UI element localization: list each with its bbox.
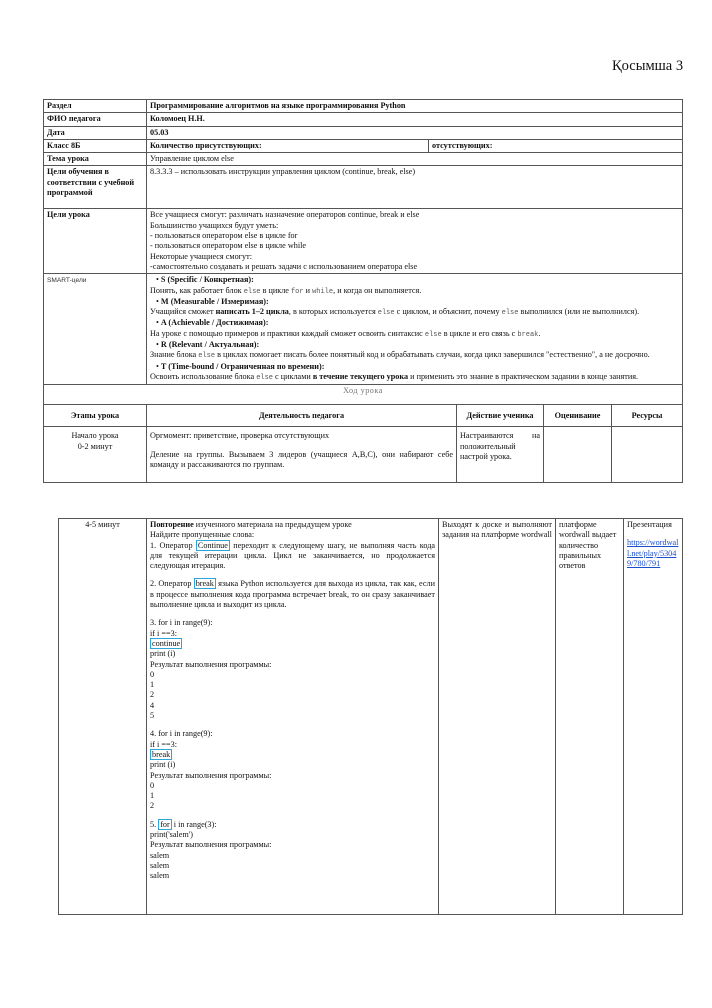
smart-s-title: • S (Specific / Конкретная): (156, 275, 254, 285)
output-line: 2 (150, 690, 155, 700)
col-stages: Этапы урока (70, 410, 120, 420)
goals-line: - пользоваться оператором else в цикле for (150, 231, 298, 241)
teacher-row (44, 113, 683, 126)
wordwall-link[interactable]: https://wordwall.net/play/53049/780/791 (627, 538, 679, 568)
lesson-plan-table (43, 99, 683, 483)
question-5-line: print('salem') (150, 830, 193, 840)
result-label: Результат выполнения программы: (150, 840, 272, 850)
stage-row-repetition (59, 519, 683, 915)
progress-label: Ход урока (343, 386, 383, 396)
col-resources: Ресурсы (631, 410, 663, 420)
output-line: 2 (150, 801, 155, 811)
question-4-line: 4. for i in range(9): (150, 729, 213, 739)
present-label: Количество присутствующих: (150, 140, 262, 150)
columns-header-row (44, 405, 683, 427)
output-line: 0 (150, 669, 155, 679)
appendix-label: Қосымша 3 (612, 58, 684, 74)
topic-value: Управление циклом else (150, 154, 234, 164)
question-3-answer: continue (152, 638, 181, 648)
smart-t-text: Освоить использование блока else с циклами в течение текущего урока и применить это знание в практическом задании в конце занятия. (150, 371, 639, 382)
teacher-value: Коломоец Н.Н. (150, 114, 205, 124)
goals-line: - пользоваться оператором else в цикле while (150, 241, 307, 251)
fill-words-instruction: Найдите пропущенные слова: (150, 530, 255, 540)
output-line: salem (150, 850, 170, 860)
objectives-row (44, 166, 683, 209)
absent-label: отсутствующих: (432, 140, 493, 150)
output-line: 1 (150, 791, 155, 801)
class-row (44, 139, 683, 152)
student-start-action: Настраиваются на положительный настрой урока. (460, 431, 540, 461)
objectives-label: Цели обучения в соответствии с учебной программой (47, 167, 135, 198)
teacher-label: ФИО педагога (47, 114, 101, 124)
output-line: 4 (150, 700, 155, 710)
answer-break: break (195, 579, 214, 589)
topic-label: Тема урока (47, 154, 89, 164)
output-line: 1 (150, 680, 155, 690)
question-2: 2. Оператор break языка Python используется для выхода из цикла, так как, если в процессе выполнения кода программа встречает break, то он сразу заканчивает выполнение цикла и выходит из цикла. (150, 579, 435, 610)
smart-s-text: Понять, как работает блок else в цикле for и while, и когда он выполняется. (150, 285, 422, 296)
result-label: Результат выполнения программы: (150, 659, 272, 669)
resources-label: Презентация (627, 520, 672, 529)
smart-r-text: Знание блока else в циклах помогает писать более понятный код и обрабатывать случаи, когда цикл завершился "естественно", а не досрочно. (150, 350, 650, 361)
question-1: 1. Оператор Continue переходит к следующему шагу, не выполняя часть кода для текущей итерации цикла. Цикл не заканчивается, но продолжается следующая итерация. (150, 540, 435, 571)
objectives-value: 8.3.3.3 – использовать инструкции управления циклом (continue, break, else) (150, 167, 416, 177)
stage-start-label: Начало урока (71, 431, 119, 441)
section-label: Раздел (47, 101, 72, 110)
stage-row-start (44, 427, 683, 483)
stage-start-time: 0-2 минут (77, 441, 113, 451)
date-row (44, 126, 683, 139)
question-4-answer: break (152, 749, 171, 759)
question-3-line: if i ==3: (150, 628, 177, 638)
goals-line: Большинство учащихся будут уметь: (150, 220, 279, 230)
topic-row (44, 153, 683, 166)
class-label: Класс 8Б (47, 140, 81, 150)
student-repetition-action: Выходят к доске и выполняют задания на платформе wordwall (442, 520, 552, 540)
activity-orgmoment: Оргмомент: приветствие, проверка отсутствующих (150, 431, 330, 441)
stage-repetition-time: 4-5 минут (85, 520, 120, 529)
result-label: Результат выполнения программы: (150, 770, 272, 780)
col-teacher-activity: Деятельность педагога (258, 410, 345, 420)
progress-row (44, 385, 683, 405)
col-student-action: Действие ученика (466, 410, 534, 420)
assessment-repetition: платформе wordwall выдает количество правильных ответов (559, 520, 617, 571)
repetition-activity (147, 519, 439, 915)
output-line: 5 (150, 711, 155, 721)
answer-for: for (160, 819, 170, 829)
section-value: Программирование алгоритмов на языке программирования Python (150, 101, 406, 110)
col-assessment: Оценивание (554, 410, 601, 420)
question-3-line: 3. for i in range(9): (150, 618, 213, 628)
smart-m-title: • M (Measurable / Измеримая): (156, 296, 269, 306)
question-3-line: print (i) (150, 649, 176, 659)
smart-goals (147, 274, 683, 385)
date-label: Дата (47, 127, 65, 137)
activity-groups: Деление на группы. Вызываем 3 лидеров (учащиеся А,В,С), они набирают себе команду и рассаживаются по группам. (150, 449, 453, 469)
smart-t-title: • T (Time-bound / Ограниченная по времени): (156, 361, 325, 371)
section-row (44, 100, 683, 113)
date-value: 05.03 (150, 127, 169, 137)
goals-line: Все учащиеся смогут: различать назначение операторов continue, break и else (150, 210, 420, 220)
smart-a-title: • A (Achievable / Достижимая): (156, 318, 269, 328)
answer-continue: Continue (197, 540, 228, 550)
smart-a-text: На уроке с помощью примеров и практики каждый сможет освоить синтаксис else в цикле и его связь с break. (150, 328, 541, 339)
smart-r-title: • R (Relevant / Актуальная): (156, 340, 260, 350)
output-line: salem (150, 860, 170, 870)
goals-line: -самостоятельно создавать и решать задачи с использованием оператора else (150, 261, 418, 271)
repetition-intro: Повторение изученного материала на предыдущем уроке (150, 520, 352, 529)
goals-label: Цели урока (47, 210, 90, 220)
smart-row (44, 274, 683, 385)
lesson-plan-table-continued (58, 518, 683, 915)
output-line: salem (150, 871, 170, 881)
goals-line: Некоторые учащиеся смогут: (150, 251, 252, 261)
smart-m-text: Учащийся сможет написать 1–2 цикла, в которых используется else с циклом, и объяснит, почему else выполнился (или не выполнился). (150, 307, 640, 318)
smart-label: SMART-цели (47, 277, 87, 285)
question-5-line: 5. for i in range(3): (150, 819, 217, 829)
question-4-line: print (i) (150, 760, 176, 770)
goals-row (44, 209, 683, 274)
output-line: 0 (150, 780, 155, 790)
question-4-line: if i ==3: (150, 739, 177, 749)
